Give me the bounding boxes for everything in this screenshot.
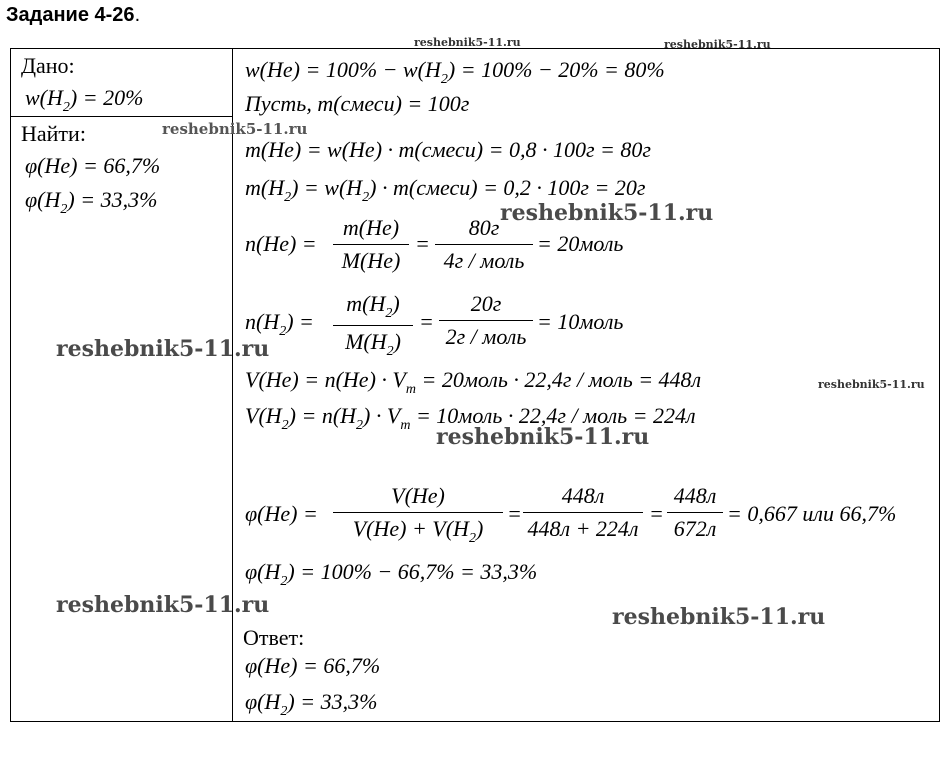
watermark: reshebnik5-11.ru xyxy=(56,336,270,362)
watermark: reshebnik5-11.ru xyxy=(664,38,771,51)
watermark: reshebnik5-11.ru xyxy=(500,200,714,226)
phi-he-result: = 0,667 или 66,7% xyxy=(727,501,897,526)
phi-he-fraction-2: 448л 448л + 224л xyxy=(523,483,643,542)
phi-h2-line: $\varphi(H_2) = 100\% - 66,7\% = 33,3\%$ xyxy=(245,559,538,589)
find-label: Найти: xyxy=(21,121,86,146)
watermark: reshebnik5-11.ru xyxy=(436,424,650,450)
n-h2-fraction-1: $m(H_2)$ $M(H_2)$ xyxy=(333,291,413,360)
n-h2-eq: = xyxy=(419,309,434,334)
n-he-fraction-1: m(He) M(He) xyxy=(333,215,409,274)
find-phi-h2: $\varphi(H_2) = 33,3\%$ xyxy=(25,187,158,217)
answer-label: Ответ: xyxy=(243,625,305,650)
task-heading xyxy=(6,4,140,27)
given-divider xyxy=(11,116,232,117)
task-title-dot: . xyxy=(134,4,141,26)
phi-he-eq-1: = xyxy=(507,501,522,526)
find-phi-he: φ(He) = 66,7% xyxy=(25,153,161,178)
phi-he-eq-2: = xyxy=(649,501,664,526)
n-he-result: = 20моль xyxy=(537,231,624,256)
watermark: reshebnik5-11.ru xyxy=(414,36,521,49)
n-he-lhs: n(He) = xyxy=(245,231,317,256)
phi-he-fraction-3: 448л 672л xyxy=(667,483,723,542)
answer-phi-he: φ(He) = 66,7% xyxy=(245,653,381,678)
solution-line-m-he: m(He) = w(He) · m(смеси) = 0,8 · 100г = 80г xyxy=(245,137,651,162)
n-he-eq: = xyxy=(415,231,430,256)
watermark: reshebnik5-11.ru xyxy=(56,592,270,618)
n-h2-result: = 10моль xyxy=(537,309,624,334)
watermark: reshebnik5-11.ru xyxy=(612,604,826,630)
solution-line-m-h2: $m(H_2) = w(H_2)$ · m(смеси) = 0,2 · 100г = 20г xyxy=(245,175,646,205)
v-he-line: $V(He) = n(He) \cdot V_m$ = 20моль · 22,4г / моль = 448л xyxy=(245,367,702,397)
solution-line-let-mass: Пусть, m(смеси) = 100г xyxy=(245,91,470,116)
n-h2-lhs: $n(H_2)$ = xyxy=(245,309,314,339)
phi-he-lhs: φ(He) = xyxy=(245,501,318,526)
n-he-fraction-2: 80г 4г / моль xyxy=(435,215,533,274)
n-h2-fraction-2: 20г 2г / моль xyxy=(439,291,533,350)
column-divider xyxy=(232,49,233,721)
given-label: Дано: xyxy=(21,53,75,78)
watermark: reshebnik5-11.ru xyxy=(818,378,925,391)
given-w-h2: $w(H_2) = 20\%$ xyxy=(25,85,144,115)
phi-he-fraction-1: V(He) $V(He) + V(H_2)$ xyxy=(333,483,503,547)
solution-line-w-he: $w(He) = 100\% - w(H_2) = 100\% - 20\% = 80\%$ xyxy=(245,57,665,87)
answer-phi-h2: $\varphi(H_2) = 33,3\%$ xyxy=(245,689,378,719)
v-h2-line: $V(H_2) = n(H_2) \cdot V_m$ = 10моль · 22,4г / моль = 224л xyxy=(245,403,696,433)
task-title: Задание 4-26 xyxy=(6,4,135,26)
watermark: reshebnik5-11.ru xyxy=(162,120,308,138)
